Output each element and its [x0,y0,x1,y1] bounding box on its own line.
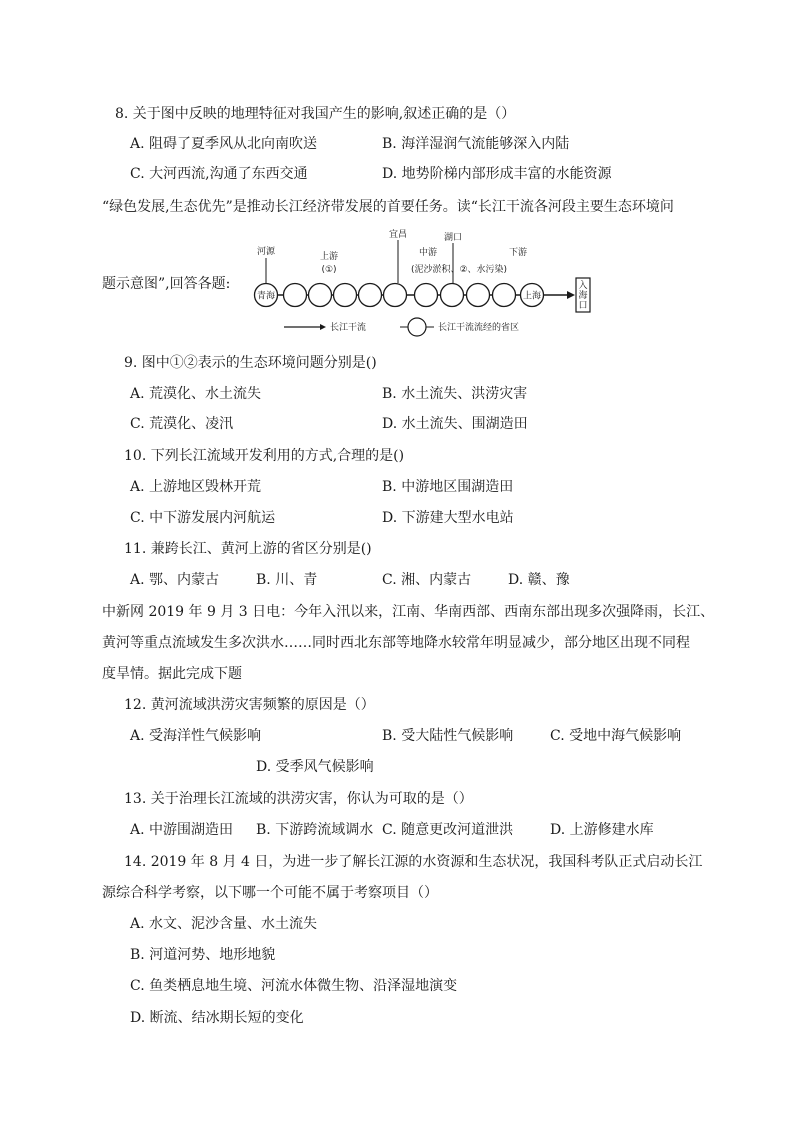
q13-stem: 13. 关于治理长江流域的洪涝灾害，你认为可取的是（） [124,791,473,807]
legend-river-label: 长江干流 [330,323,367,333]
q14-option-d: D. 断流、结冰期长短的变化 [130,1010,304,1026]
province-circle [384,284,407,307]
q11-stem: 11. 兼跨长江、黄河上游的省区分别是() [124,541,372,557]
q9-option-a: A. 荒漠化、水土流失 [130,386,262,402]
intro-passage-line1: “绿色发展,生态优先”是推动长江经济带发展的首要任务。读“长江干流各河段主要生态环境问 [102,199,674,215]
legend-province-label: 长江干流流经的省区 [438,323,520,333]
q14-option-b: B. 河道河势、地形地貌 [130,947,276,963]
q10-option-c: C. 中下游发展内河航运 [130,510,276,526]
q12-option-c: C. 受地中海气候影响 [550,728,682,744]
province-circle [359,284,382,307]
q8-option-a: A. 阻碍了夏季风从北向南吹送 [130,136,318,152]
q13-option-c: C. 随意更改河道泄洪 [382,822,514,838]
q11-option-d: D. 赣、豫 [508,572,570,588]
river-arrowhead [567,291,575,299]
q9-option-c: C. 荒漠化、凌汛 [130,416,234,432]
middle-reach-label: 中游 [418,248,438,258]
q8-option-c: C. 大河西流,沟通了东西交通 [130,166,308,182]
q10-stem: 10. 下列长江流域开发利用的方式,合理的是() [124,448,405,464]
q14-stem-line2: 源综合科学考察，以下哪一个可能不属于考察项目（） [102,885,438,901]
middle-reach-note: (泥沙淤积、②、水污染) [410,265,508,275]
q10-option-d: D. 下游建大型水电站 [382,510,514,526]
q9-option-b: B. 水土流失、洪涝灾害 [382,386,528,402]
q11-option-a: A. 鄂、内蒙古 [130,572,220,588]
yangtze-diagram [232,226,592,344]
q11-option-b: B. 川、青 [256,572,318,588]
yichang-label: 宜昌 [388,230,408,240]
q12-option-b: B. 受大陆性气候影响 [382,728,514,744]
q9-stem: 9. 图中①②表示的生态环境问题分别是() [124,355,377,371]
legend-province-symbol [408,318,426,336]
q14-option-c: C. 鱼类栖息地生境、河流水体微生物、沿泽湿地演变 [130,978,458,994]
sea-mouth-char-1: 入 [578,281,588,291]
q14-option-a: A. 水文、泥沙含量、水土流失 [130,916,318,932]
sea-mouth-char-2: 海 [578,291,588,301]
intro-passage-line2: 题示意图”,回答各题: [102,276,231,292]
end-node-label: 上海 [522,291,542,302]
q10-option-b: B. 中游地区围湖造田 [382,479,514,495]
news-passage-line2: 黄河等重点流域发生多次洪水……同时西北东部等地降水较常年明显减少，部分地区出现不同程 [102,635,690,651]
province-circle [309,284,332,307]
province-circle [467,284,490,307]
q13-option-d: D. 上游修建水库 [550,822,654,838]
lower-reach-label: 下游 [508,248,528,258]
q12-stem: 12. 黄河流域洪涝灾害频繁的原因是（） [124,697,375,713]
upper-reach-label: 上游 [319,252,339,262]
q8-stem: 8. 关于图中反映的地理特征对我国产生的影响,叙述正确的是（） [115,106,516,122]
q11-option-c: C. 湘、内蒙古 [382,572,472,588]
province-circle [441,284,464,307]
province-circle [493,284,516,307]
start-node-label: 青海 [256,291,276,302]
q13-option-a: A. 中游围湖造田 [130,822,234,838]
hukou-label: 湖口 [443,233,463,243]
province-circle [334,284,357,307]
upper-reach-note: (①) [321,265,337,275]
source-label: 河源 [256,247,276,257]
province-circles [255,284,544,307]
q12-option-a: A. 受海洋性气候影响 [130,728,262,744]
q13-option-b: B. 下游跨流域调水 [256,822,374,838]
q8-option-b: B. 海洋湿润气流能够深入内陆 [382,136,570,152]
q10-option-a: A. 上游地区毁林开荒 [130,479,262,495]
q8-option-d: D. 地势阶梯内部形成丰富的水能资源 [382,166,612,182]
q9-option-d: D. 水土流失、围湖造田 [382,416,528,432]
news-passage-line1: 中新网 2019 年 9 月 3 日电：今年入汛以来，江南、华南西部、西南东部出现多次强降雨，长江、 [102,604,715,620]
province-circle [284,284,307,307]
sea-mouth-char-3: 口 [578,301,588,311]
legend-arrowhead [320,324,326,330]
news-passage-line3: 度旱情。据此完成下题 [102,666,242,682]
q12-option-d: D. 受季风气候影响 [256,759,374,775]
province-circle [415,284,438,307]
q14-stem-line1: 14. 2019 年 8 月 4 日，为进一步了解长江源的水资源和生态状况，我国科考队正式启动长江 [124,854,703,870]
